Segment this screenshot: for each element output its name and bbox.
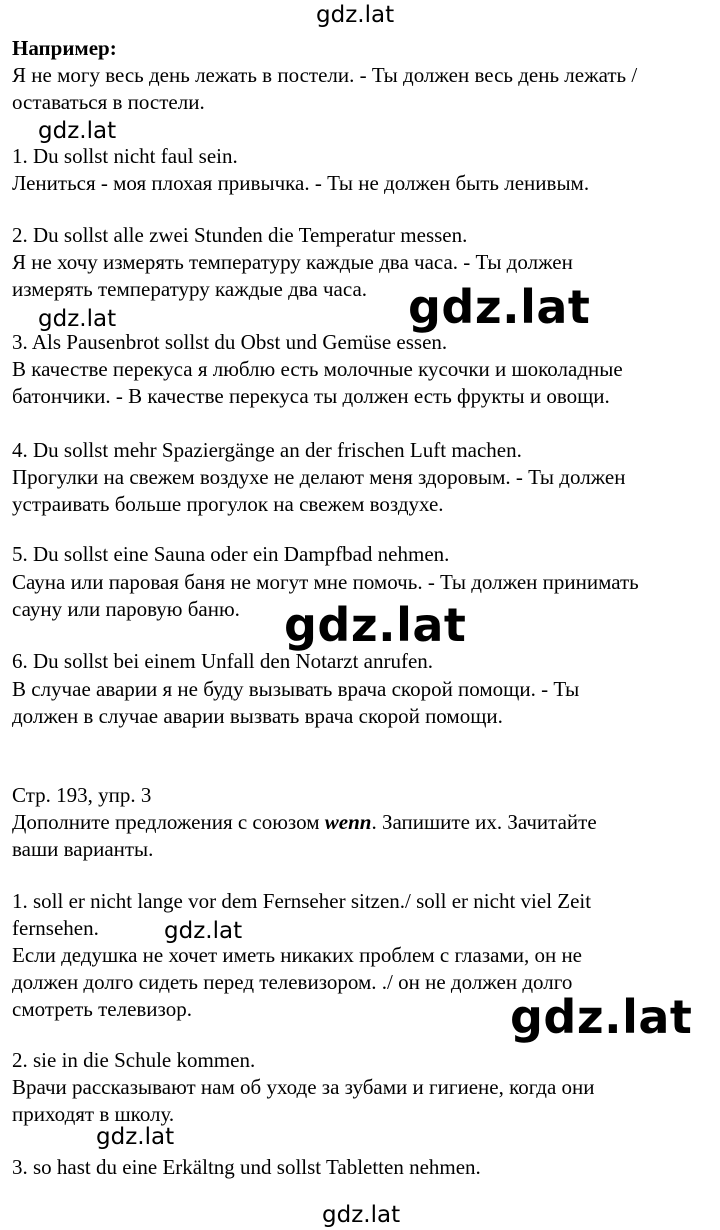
watermark: gdz.lat [96,1124,175,1150]
example-line: оставаться в постели. [12,90,205,114]
russian-sentence: приходят в школу. [12,1102,175,1126]
german-sentence: 1. soll er nicht lange vor dem Fernseher sitzen./ soll er nicht viel Zeit [12,889,592,913]
watermark: gdz.lat [510,990,693,1044]
task-text: Дополните предложения с союзом [12,810,325,834]
watermark: gdz.lat [316,2,395,28]
watermark: gdz.lat [284,598,467,652]
russian-sentence: батончики. - В качестве перекуса ты должен есть фрукты и овощи. [12,384,610,408]
russian-sentence: смотреть телевизор. [12,997,192,1021]
german-sentence: 5. Du sollst eine Sauna oder ein Dampfbad nehmen. [12,542,450,566]
russian-sentence: Врачи рассказывают нам об уходе за зубами и гигиене, когда они [12,1075,595,1099]
russian-sentence: Лениться - моя плохая привычка. - Ты не должен быть ленивым. [12,171,590,195]
german-sentence: 2. sie in die Schule kommen. [12,1048,256,1072]
russian-sentence: Если дедушка не хочет иметь никаких проблем с глазами, он не [12,943,583,967]
exercise-reference: Стр. 193, упр. 3 [12,783,152,807]
watermark: gdz.lat [38,306,117,332]
exercise-task: ваши варианты. [12,837,154,861]
task-text: . Запишите их. Зачитайте [371,810,597,834]
watermark: gdz.lat [164,918,243,944]
russian-sentence: сауну или паровую баню. [12,597,240,621]
watermark: gdz.lat [408,280,591,334]
german-sentence: 3. Als Pausenbrot sollst du Obst und Gemüse essen. [12,330,448,354]
exercise-task [12,809,597,835]
german-sentence: 6. Du sollst bei einem Unfall den Notarzt anrufen. [12,649,434,673]
russian-sentence: устраивать больше прогулок на свежем воздухе. [12,492,444,516]
german-sentence: 4. Du sollst mehr Spaziergänge an der frischen Luft machen. [12,438,522,462]
russian-sentence: измерять температуру каждые два часа. [12,277,368,301]
watermark: gdz.lat [38,118,117,144]
russian-sentence: должен в случае аварии вызвать врача скорой помощи. [12,704,503,728]
watermark: gdz.lat [322,1202,401,1228]
russian-sentence: Сауна или паровая баня не могут мне помочь. - Ты должен принимать [12,570,639,594]
russian-sentence: Прогулки на свежем воздухе не делают меня здоровым. - Ты должен [12,465,626,489]
german-sentence: fernsehen. [12,916,99,940]
german-sentence: 1. Du sollst nicht faul sein. [12,144,238,168]
russian-sentence: В случае аварии я не буду вызывать врача скорой помощи. - Ты [12,677,580,701]
german-sentence: 3. so hast du eine Erkältng und sollst Tabletten nehmen. [12,1155,481,1179]
german-sentence: 2. Du sollst alle zwei Stunden die Temperatur messen. [12,223,468,247]
russian-sentence: Я не хочу измерять температуру каждые два часа. - Ты должен [12,250,573,274]
russian-sentence: В качестве перекуса я люблю есть молочные кусочки и шоколадные [12,357,623,381]
example-line: Я не могу весь день лежать в постели. - Ты должен весь день лежать / [12,63,638,87]
russian-sentence: должен долго сидеть перед телевизором. ./ он не должен долго [12,970,573,994]
example-heading: Например: [12,36,117,60]
task-keyword: wenn [324,810,372,834]
